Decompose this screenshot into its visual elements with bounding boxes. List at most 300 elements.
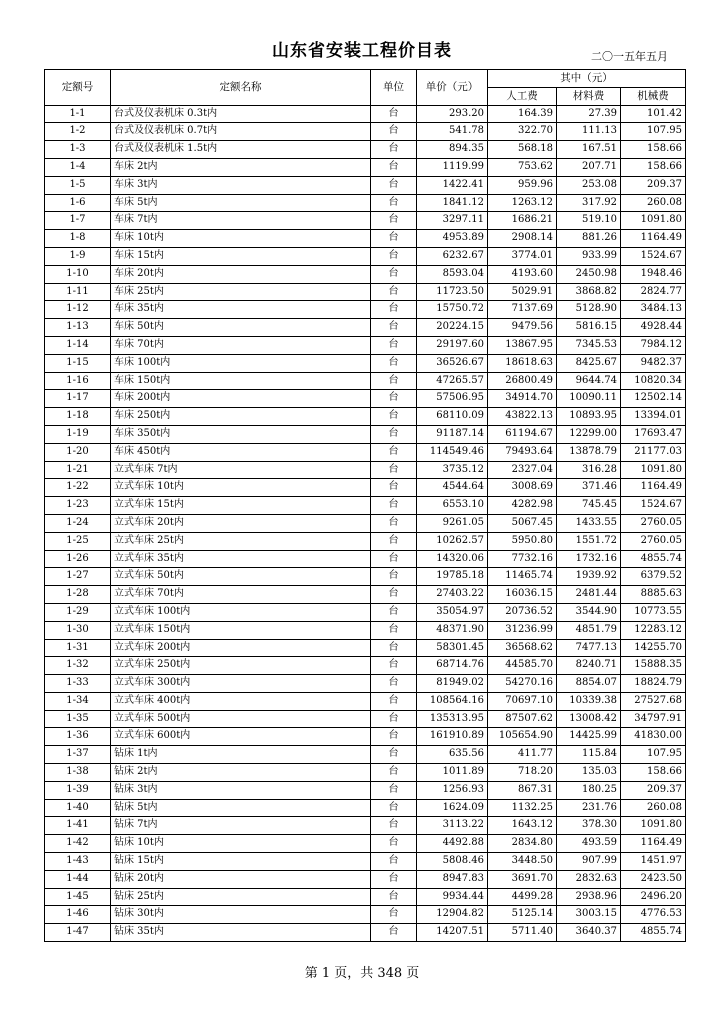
row-name: 立式车床 10t内: [111, 479, 371, 497]
row-machine: 12502.14: [621, 390, 686, 408]
row-labor: 5950.80: [488, 532, 557, 550]
row-price: 57506.95: [417, 390, 488, 408]
row-name: 钻床 15t内: [111, 853, 371, 871]
row-material: 12299.00: [557, 425, 621, 443]
row-name: 车床 100t内: [111, 354, 371, 372]
table-row: [45, 283, 686, 301]
row-labor: 43822.13: [488, 408, 557, 426]
row-code: 1-38: [45, 764, 111, 782]
row-labor: 61194.67: [488, 425, 557, 443]
row-machine: 2496.20: [621, 888, 686, 906]
row-labor: 16036.15: [488, 586, 557, 604]
row-machine: 2423.50: [621, 870, 686, 888]
row-code: 1-46: [45, 906, 111, 924]
row-name: 车床 150t内: [111, 372, 371, 390]
row-material: 3868.82: [557, 283, 621, 301]
row-unit: 台: [371, 194, 417, 212]
row-unit: 台: [371, 301, 417, 319]
row-name: 立式车床 25t内: [111, 532, 371, 550]
row-unit: 台: [371, 710, 417, 728]
row-unit: 台: [371, 924, 417, 942]
table-row: [45, 746, 686, 764]
row-labor: 87507.62: [488, 710, 557, 728]
row-labor: 34914.70: [488, 390, 557, 408]
row-unit: 台: [371, 265, 417, 283]
row-price: 3113.22: [417, 817, 488, 835]
row-code: 1-41: [45, 817, 111, 835]
row-machine: 1091.80: [621, 461, 686, 479]
row-machine: 27527.68: [621, 692, 686, 710]
row-labor: 9479.56: [488, 319, 557, 337]
table-row: [45, 532, 686, 550]
header-name: 定额名称: [111, 70, 371, 106]
row-unit: 台: [371, 906, 417, 924]
row-price: 8593.04: [417, 265, 488, 283]
row-code: 1-39: [45, 781, 111, 799]
row-price: 68110.09: [417, 408, 488, 426]
row-name: 钻床 1t内: [111, 746, 371, 764]
row-machine: 260.08: [621, 799, 686, 817]
row-name: 立式车床 200t内: [111, 639, 371, 657]
row-code: 1-22: [45, 479, 111, 497]
row-price: 161910.89: [417, 728, 488, 746]
row-name: 立式车床 150t内: [111, 621, 371, 639]
row-labor: 1686.21: [488, 212, 557, 230]
row-unit: 台: [371, 176, 417, 194]
row-material: 3003.15: [557, 906, 621, 924]
row-unit: 台: [371, 283, 417, 301]
row-unit: 台: [371, 319, 417, 337]
row-machine: 4776.53: [621, 906, 686, 924]
row-labor: 753.62: [488, 158, 557, 176]
row-name: 车床 5t内: [111, 194, 371, 212]
row-unit: 台: [371, 158, 417, 176]
table-row: [45, 265, 686, 283]
row-labor: 411.77: [488, 746, 557, 764]
row-code: 1-33: [45, 675, 111, 693]
row-price: 81949.02: [417, 675, 488, 693]
table-row: [45, 230, 686, 248]
row-name: 立式车床 50t内: [111, 568, 371, 586]
row-material: 231.76: [557, 799, 621, 817]
row-material: 180.25: [557, 781, 621, 799]
row-price: 14207.51: [417, 924, 488, 942]
row-machine: 209.37: [621, 176, 686, 194]
row-name: 车床 250t内: [111, 408, 371, 426]
row-material: 7345.53: [557, 336, 621, 354]
row-name: 车床 10t内: [111, 230, 371, 248]
row-machine: 9482.37: [621, 354, 686, 372]
row-labor: 54270.16: [488, 675, 557, 693]
row-material: 207.71: [557, 158, 621, 176]
row-name: 车床 2t内: [111, 158, 371, 176]
row-name: 立式车床 500t内: [111, 710, 371, 728]
row-unit: 台: [371, 212, 417, 230]
row-labor: 44585.70: [488, 657, 557, 675]
table-row: [45, 817, 686, 835]
row-machine: 4855.74: [621, 924, 686, 942]
table-row: [45, 853, 686, 871]
row-unit: 台: [371, 390, 417, 408]
row-code: 1-15: [45, 354, 111, 372]
row-price: 293.20: [417, 105, 488, 123]
row-machine: 1948.46: [621, 265, 686, 283]
row-name: 钻床 3t内: [111, 781, 371, 799]
row-material: 2450.98: [557, 265, 621, 283]
row-price: 8947.83: [417, 870, 488, 888]
row-machine: 12283.12: [621, 621, 686, 639]
row-machine: 1164.49: [621, 479, 686, 497]
row-machine: 7984.12: [621, 336, 686, 354]
row-name: 钻床 2t内: [111, 764, 371, 782]
table-row: [45, 710, 686, 728]
row-material: 519.10: [557, 212, 621, 230]
row-material: 27.39: [557, 105, 621, 123]
row-labor: 3008.69: [488, 479, 557, 497]
row-code: 1-1: [45, 105, 111, 123]
table-row: [45, 888, 686, 906]
header-machine: 机械费: [621, 87, 686, 105]
row-unit: 台: [371, 461, 417, 479]
row-material: 1551.72: [557, 532, 621, 550]
row-machine: 1164.49: [621, 230, 686, 248]
row-name: 立式车床 250t内: [111, 657, 371, 675]
row-labor: 13867.95: [488, 336, 557, 354]
row-material: 2832.63: [557, 870, 621, 888]
row-labor: 3448.50: [488, 853, 557, 871]
row-machine: 15888.35: [621, 657, 686, 675]
row-price: 68714.76: [417, 657, 488, 675]
row-unit: 台: [371, 141, 417, 159]
row-material: 13878.79: [557, 443, 621, 461]
row-labor: 5711.40: [488, 924, 557, 942]
row-price: 20224.15: [417, 319, 488, 337]
row-code: 1-11: [45, 283, 111, 301]
row-price: 36526.67: [417, 354, 488, 372]
row-material: 316.28: [557, 461, 621, 479]
row-price: 6553.10: [417, 497, 488, 515]
row-material: 378.30: [557, 817, 621, 835]
row-code: 1-30: [45, 621, 111, 639]
row-code: 1-43: [45, 853, 111, 871]
row-unit: 台: [371, 746, 417, 764]
row-price: 47265.57: [417, 372, 488, 390]
row-machine: 10820.34: [621, 372, 686, 390]
row-material: 7477.13: [557, 639, 621, 657]
row-unit: 台: [371, 372, 417, 390]
row-price: 14320.06: [417, 550, 488, 568]
page-title: 山东省安装工程价目表: [272, 41, 452, 61]
table-row: [45, 390, 686, 408]
row-material: 2481.44: [557, 586, 621, 604]
row-labor: 20736.52: [488, 603, 557, 621]
row-machine: 8885.63: [621, 586, 686, 604]
row-machine: 1164.49: [621, 835, 686, 853]
row-material: 14425.99: [557, 728, 621, 746]
row-code: 1-6: [45, 194, 111, 212]
row-unit: 台: [371, 603, 417, 621]
row-price: 35054.97: [417, 603, 488, 621]
row-code: 1-29: [45, 603, 111, 621]
row-machine: 21177.03: [621, 443, 686, 461]
table-row: [45, 799, 686, 817]
row-material: 167.51: [557, 141, 621, 159]
header-price: 单价（元）: [417, 70, 488, 106]
row-price: 48371.90: [417, 621, 488, 639]
row-labor: 3691.70: [488, 870, 557, 888]
row-price: 4492.88: [417, 835, 488, 853]
row-labor: 568.18: [488, 141, 557, 159]
table-row: [45, 158, 686, 176]
row-labor: 11465.74: [488, 568, 557, 586]
row-price: 10262.57: [417, 532, 488, 550]
table-row: [45, 728, 686, 746]
row-price: 6232.67: [417, 247, 488, 265]
row-code: 1-5: [45, 176, 111, 194]
row-code: 1-4: [45, 158, 111, 176]
table-row: [45, 408, 686, 426]
row-unit: 台: [371, 870, 417, 888]
row-name: 立式车床 70t内: [111, 586, 371, 604]
row-labor: 5067.45: [488, 514, 557, 532]
row-price: 91187.14: [417, 425, 488, 443]
row-unit: 台: [371, 799, 417, 817]
table-row: [45, 781, 686, 799]
row-price: 1422.41: [417, 176, 488, 194]
row-name: 车床 3t内: [111, 176, 371, 194]
row-material: 4851.79: [557, 621, 621, 639]
table-row: [45, 550, 686, 568]
row-code: 1-47: [45, 924, 111, 942]
row-labor: 4282.98: [488, 497, 557, 515]
table-row: [45, 319, 686, 337]
row-unit: 台: [371, 675, 417, 693]
row-price: 27403.22: [417, 586, 488, 604]
row-unit: 台: [371, 586, 417, 604]
row-unit: 台: [371, 621, 417, 639]
row-material: 8240.71: [557, 657, 621, 675]
row-machine: 18824.79: [621, 675, 686, 693]
row-unit: 台: [371, 443, 417, 461]
table-row: [45, 764, 686, 782]
row-material: 371.46: [557, 479, 621, 497]
table-row: [45, 603, 686, 621]
table-row: [45, 924, 686, 942]
row-labor: 5029.91: [488, 283, 557, 301]
row-labor: 2908.14: [488, 230, 557, 248]
row-name: 钻床 20t内: [111, 870, 371, 888]
row-unit: 台: [371, 639, 417, 657]
table-row: [45, 835, 686, 853]
row-material: 881.26: [557, 230, 621, 248]
row-code: 1-9: [45, 247, 111, 265]
row-unit: 台: [371, 835, 417, 853]
row-unit: 台: [371, 230, 417, 248]
row-labor: 7137.69: [488, 301, 557, 319]
header-labor: 人工费: [488, 87, 557, 105]
row-name: 钻床 5t内: [111, 799, 371, 817]
row-material: 1939.92: [557, 568, 621, 586]
row-material: 8854.07: [557, 675, 621, 693]
row-material: 8425.67: [557, 354, 621, 372]
row-code: 1-16: [45, 372, 111, 390]
row-material: 1732.16: [557, 550, 621, 568]
row-material: 253.08: [557, 176, 621, 194]
row-machine: 1091.80: [621, 817, 686, 835]
row-name: 立式车床 400t内: [111, 692, 371, 710]
table-row: [45, 105, 686, 123]
row-price: 1011.89: [417, 764, 488, 782]
row-price: 114549.46: [417, 443, 488, 461]
row-name: 立式车床 100t内: [111, 603, 371, 621]
row-labor: 7732.16: [488, 550, 557, 568]
row-labor: 2834.80: [488, 835, 557, 853]
table-row: [45, 639, 686, 657]
row-unit: 台: [371, 728, 417, 746]
table-row: [45, 586, 686, 604]
row-machine: 107.95: [621, 746, 686, 764]
row-labor: 4499.28: [488, 888, 557, 906]
row-unit: 台: [371, 479, 417, 497]
header-unit: 单位: [371, 70, 417, 106]
row-unit: 台: [371, 657, 417, 675]
row-name: 钻床 30t内: [111, 906, 371, 924]
row-price: 5808.46: [417, 853, 488, 871]
row-unit: 台: [371, 781, 417, 799]
row-unit: 台: [371, 247, 417, 265]
row-code: 1-24: [45, 514, 111, 532]
row-material: 10090.11: [557, 390, 621, 408]
row-labor: 2327.04: [488, 461, 557, 479]
row-machine: 2824.77: [621, 283, 686, 301]
row-material: 317.92: [557, 194, 621, 212]
row-code: 1-10: [45, 265, 111, 283]
row-labor: 867.31: [488, 781, 557, 799]
row-unit: 台: [371, 105, 417, 123]
row-unit: 台: [371, 514, 417, 532]
table-row: [45, 176, 686, 194]
row-name: 立式车床 35t内: [111, 550, 371, 568]
page-footer: 第 1 页，共 348 页: [304, 966, 420, 981]
row-name: 车床 15t内: [111, 247, 371, 265]
row-code: 1-13: [45, 319, 111, 337]
row-name: 车床 50t内: [111, 319, 371, 337]
row-machine: 101.42: [621, 105, 686, 123]
row-labor: 4193.60: [488, 265, 557, 283]
row-price: 894.35: [417, 141, 488, 159]
table-row: [45, 443, 686, 461]
row-material: 745.45: [557, 497, 621, 515]
header-material: 材料费: [557, 87, 621, 105]
row-code: 1-36: [45, 728, 111, 746]
row-code: 1-28: [45, 586, 111, 604]
row-unit: 台: [371, 408, 417, 426]
row-labor: 718.20: [488, 764, 557, 782]
row-name: 立式车床 600t内: [111, 728, 371, 746]
row-unit: 台: [371, 532, 417, 550]
header-code: 定额号: [45, 70, 111, 106]
row-unit: 台: [371, 123, 417, 141]
row-labor: 105654.90: [488, 728, 557, 746]
row-unit: 台: [371, 425, 417, 443]
row-price: 19785.18: [417, 568, 488, 586]
row-code: 1-44: [45, 870, 111, 888]
row-name: 钻床 35t内: [111, 924, 371, 942]
row-labor: 18618.63: [488, 354, 557, 372]
row-name: 车床 7t内: [111, 212, 371, 230]
table-row: [45, 354, 686, 372]
row-code: 1-40: [45, 799, 111, 817]
table-row: [45, 675, 686, 693]
row-labor: 164.39: [488, 105, 557, 123]
row-machine: 14255.70: [621, 639, 686, 657]
row-unit: 台: [371, 497, 417, 515]
row-name: 车床 200t内: [111, 390, 371, 408]
row-name: 车床 25t内: [111, 283, 371, 301]
row-material: 3640.37: [557, 924, 621, 942]
table-row: [45, 514, 686, 532]
row-code: 1-7: [45, 212, 111, 230]
row-code: 1-21: [45, 461, 111, 479]
row-name: 台式及仪表机床 0.7t内: [111, 123, 371, 141]
row-unit: 台: [371, 764, 417, 782]
row-machine: 158.66: [621, 764, 686, 782]
row-labor: 31236.99: [488, 621, 557, 639]
row-labor: 1132.25: [488, 799, 557, 817]
table-row: [45, 141, 686, 159]
row-material: 111.13: [557, 123, 621, 141]
table-row: [45, 194, 686, 212]
row-unit: 台: [371, 853, 417, 871]
row-material: 9644.74: [557, 372, 621, 390]
row-price: 135313.95: [417, 710, 488, 728]
row-name: 台式及仪表机床 1.5t内: [111, 141, 371, 159]
row-material: 13008.42: [557, 710, 621, 728]
row-name: 钻床 25t内: [111, 888, 371, 906]
row-material: 5128.90: [557, 301, 621, 319]
row-code: 1-31: [45, 639, 111, 657]
row-machine: 10773.55: [621, 603, 686, 621]
row-code: 1-26: [45, 550, 111, 568]
row-labor: 959.96: [488, 176, 557, 194]
row-price: 1841.12: [417, 194, 488, 212]
row-code: 1-18: [45, 408, 111, 426]
row-price: 1119.99: [417, 158, 488, 176]
row-machine: 2760.05: [621, 532, 686, 550]
row-price: 9934.44: [417, 888, 488, 906]
row-labor: 70697.10: [488, 692, 557, 710]
table-row: [45, 479, 686, 497]
row-name: 车床 35t内: [111, 301, 371, 319]
row-name: 车床 450t内: [111, 443, 371, 461]
row-material: 2938.96: [557, 888, 621, 906]
row-material: 10339.38: [557, 692, 621, 710]
row-machine: 17693.47: [621, 425, 686, 443]
row-code: 1-32: [45, 657, 111, 675]
table-row: [45, 692, 686, 710]
row-price: 635.56: [417, 746, 488, 764]
row-name: 车床 20t内: [111, 265, 371, 283]
row-name: 立式车床 300t内: [111, 675, 371, 693]
table-row: [45, 461, 686, 479]
row-price: 12904.82: [417, 906, 488, 924]
table-row: [45, 123, 686, 141]
date-label: 二〇一五年五月: [591, 50, 668, 63]
row-name: 立式车床 7t内: [111, 461, 371, 479]
row-machine: 107.95: [621, 123, 686, 141]
row-machine: 1091.80: [621, 212, 686, 230]
row-machine: 158.66: [621, 141, 686, 159]
